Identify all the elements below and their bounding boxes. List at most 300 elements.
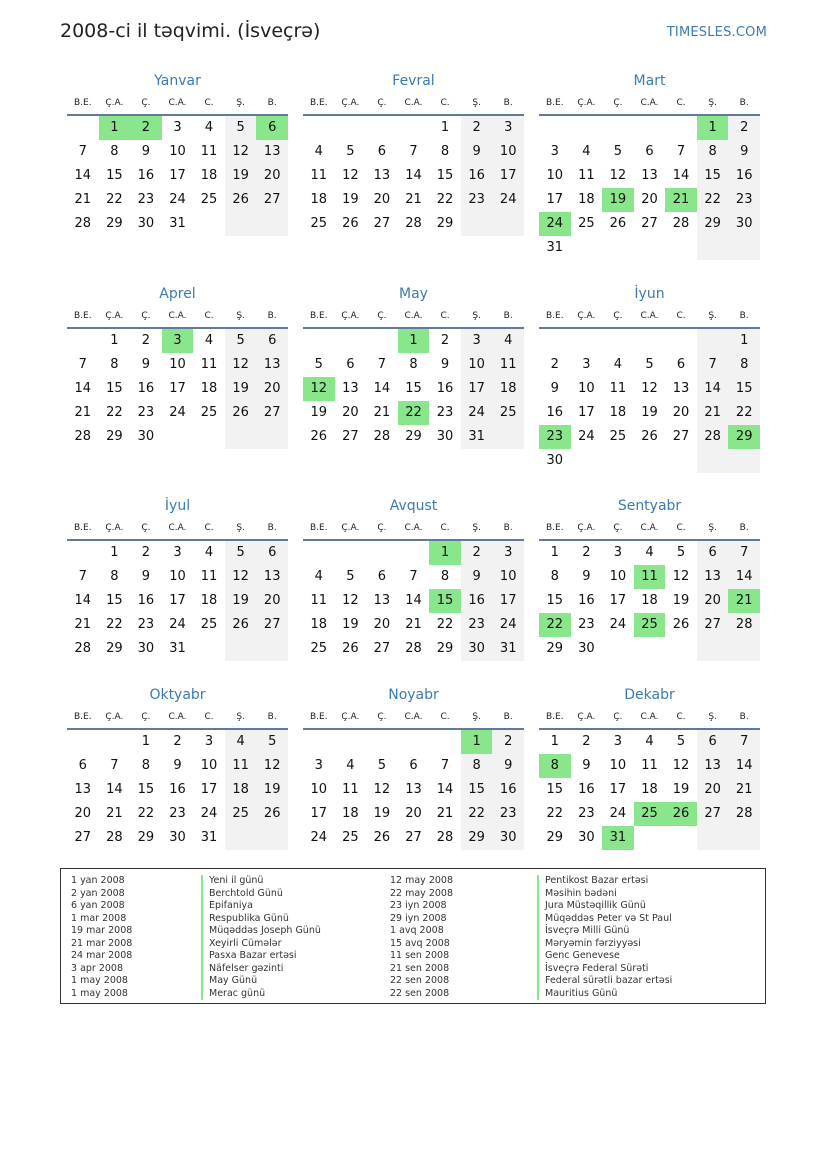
day-cell: 23 bbox=[137, 192, 155, 207]
empty-day-cell bbox=[256, 425, 288, 449]
empty-day-cell bbox=[571, 116, 603, 140]
holiday-date: 6 yan 2008 bbox=[71, 900, 125, 911]
day-cell: 1 bbox=[728, 329, 760, 353]
day-cell: 13 bbox=[697, 565, 729, 589]
day-cell: 1 bbox=[550, 734, 559, 749]
day-cell: 15 bbox=[106, 168, 123, 183]
day-cell: 25 bbox=[609, 429, 627, 444]
day-cell: 7 bbox=[676, 144, 686, 159]
day-cell: 15 bbox=[461, 778, 493, 802]
day-cell: 21 bbox=[373, 405, 391, 420]
day-cell: 2 bbox=[550, 357, 559, 372]
month-name: İyul bbox=[164, 498, 191, 514]
day-cell: 22 bbox=[546, 806, 564, 821]
page-title: 2008-ci il təqvimi. (İsveçrə) bbox=[60, 20, 321, 42]
day-cell: 28 bbox=[74, 429, 92, 444]
day-cell: 4 bbox=[613, 357, 623, 372]
empty-day-cell bbox=[492, 425, 524, 449]
day-cell: 10 bbox=[609, 569, 627, 584]
day-cell: 10 bbox=[578, 381, 595, 396]
days-grid bbox=[303, 329, 524, 449]
weekday-header bbox=[539, 706, 760, 730]
day-cell: 12 bbox=[225, 565, 257, 589]
weekday-label: Ç. bbox=[141, 523, 151, 533]
day-cell: 28 bbox=[373, 429, 391, 444]
weekday-label: Ş. bbox=[472, 311, 481, 321]
day-cell: 6 bbox=[78, 758, 87, 773]
day-cell: 19 bbox=[256, 778, 288, 802]
day-cell: 8 bbox=[728, 353, 760, 377]
day-cell: 16 bbox=[461, 164, 493, 188]
day-cell: 12 bbox=[609, 168, 627, 183]
day-cell: 19 bbox=[342, 192, 359, 207]
day-cell: 1 bbox=[141, 734, 151, 749]
day-cell: 17 bbox=[609, 593, 627, 608]
weekday-label: Ş. bbox=[472, 98, 481, 108]
weekday-label: Ş. bbox=[236, 712, 245, 722]
weekday-label: B. bbox=[267, 523, 277, 533]
day-cell: 23 bbox=[578, 617, 595, 632]
day-cell: 26 bbox=[310, 429, 328, 444]
empty-day-cell bbox=[602, 449, 634, 473]
weekday-label: Ç. bbox=[141, 98, 151, 108]
weekday-label: C.A. bbox=[640, 311, 659, 321]
day-cell: 22 bbox=[137, 806, 155, 821]
day-cell: 29 bbox=[461, 826, 493, 850]
empty-day-cell bbox=[539, 116, 571, 140]
day-cell: 20 bbox=[672, 405, 690, 420]
weekday-label: B. bbox=[503, 311, 513, 321]
holiday-day-cell: 21 bbox=[665, 188, 697, 212]
weekday-label: B.E. bbox=[545, 98, 564, 108]
day-cell: 30 bbox=[436, 429, 454, 444]
empty-day-cell bbox=[225, 212, 257, 236]
days-grid bbox=[67, 541, 288, 661]
day-cell: 7 bbox=[110, 758, 119, 773]
day-cell: 4 bbox=[225, 730, 257, 754]
day-cell: 3 bbox=[582, 357, 591, 372]
day-cell: 24 bbox=[578, 429, 595, 444]
weekday-label: C.A. bbox=[404, 311, 423, 321]
weekday-label: B. bbox=[267, 98, 277, 108]
empty-day-cell bbox=[335, 116, 367, 140]
holiday-name: May Günü bbox=[201, 975, 321, 988]
day-cell: 9 bbox=[582, 758, 591, 773]
empty-day-cell bbox=[634, 637, 666, 661]
weekday-label: C.A. bbox=[640, 523, 659, 533]
day-cell: 24 bbox=[200, 806, 218, 821]
day-cell: 2 bbox=[582, 545, 591, 560]
day-cell: 29 bbox=[137, 830, 155, 845]
brand-link[interactable]: TIMESLES.COM bbox=[666, 25, 767, 40]
day-cell: 13 bbox=[256, 140, 288, 164]
day-cell: 19 bbox=[373, 806, 391, 821]
month-name: Noyabr bbox=[388, 687, 439, 703]
empty-day-cell bbox=[571, 236, 603, 260]
weekday-label: Ç.A. bbox=[105, 311, 124, 321]
holiday-name: Federal sürətli bazar ertəsi bbox=[537, 975, 672, 988]
weekday-label: Ç.A. bbox=[577, 523, 596, 533]
day-cell: 22 bbox=[436, 192, 454, 207]
day-cell: 11 bbox=[200, 569, 218, 584]
empty-day-cell bbox=[697, 449, 729, 473]
day-cell: 3 bbox=[173, 120, 182, 135]
day-cell: 12 bbox=[672, 569, 690, 584]
day-cell: 5 bbox=[377, 758, 387, 773]
weekday-header bbox=[303, 305, 524, 329]
day-cell: 30 bbox=[137, 216, 155, 231]
month-name: Yanvar bbox=[154, 73, 201, 89]
day-cell: 14 bbox=[405, 593, 422, 608]
day-cell: 9 bbox=[582, 569, 591, 584]
day-cell: 14 bbox=[697, 377, 729, 401]
day-cell: 29 bbox=[106, 216, 123, 231]
day-cell: 21 bbox=[74, 617, 92, 632]
day-cell: 8 bbox=[461, 754, 493, 778]
day-cell: 8 bbox=[409, 357, 418, 372]
day-cell: 12 bbox=[641, 381, 658, 396]
day-cell: 4 bbox=[204, 333, 214, 348]
day-cell: 12 bbox=[256, 754, 288, 778]
day-cell: 25 bbox=[200, 617, 218, 632]
day-cell: 12 bbox=[225, 353, 257, 377]
day-cell: 29 bbox=[546, 830, 564, 845]
day-cell: 18 bbox=[225, 778, 257, 802]
weekday-label: Ç.A. bbox=[341, 311, 360, 321]
day-cell: 6 bbox=[676, 357, 686, 372]
day-cell: 11 bbox=[578, 168, 595, 183]
holiday-name: İsveçrə Milli Günü bbox=[537, 925, 672, 938]
day-cell: 16 bbox=[436, 381, 454, 396]
day-cell: 16 bbox=[137, 381, 155, 396]
day-cell: 2 bbox=[440, 333, 450, 348]
holiday-day-cell: 1 bbox=[99, 116, 131, 140]
days-grid bbox=[539, 116, 760, 260]
month-name: Dekabr bbox=[624, 687, 675, 703]
day-cell: 19 bbox=[672, 782, 690, 797]
empty-day-cell bbox=[303, 329, 335, 353]
day-cell: 13 bbox=[256, 565, 288, 589]
weekday-header bbox=[539, 305, 760, 329]
day-cell: 28 bbox=[672, 216, 690, 231]
day-cell: 26 bbox=[342, 641, 359, 656]
day-cell: 27 bbox=[641, 216, 658, 231]
holiday-day-cell: 3 bbox=[162, 329, 194, 353]
day-cell: 22 bbox=[106, 405, 123, 420]
day-cell: 9 bbox=[728, 140, 760, 164]
weekday-label: C. bbox=[676, 523, 686, 533]
day-cell: 26 bbox=[342, 216, 359, 231]
day-cell: 13 bbox=[672, 381, 690, 396]
day-cell: 6 bbox=[697, 730, 729, 754]
holiday-date: 2 yan 2008 bbox=[71, 887, 125, 899]
day-cell: 14 bbox=[436, 782, 454, 797]
holiday-name: Müqəddəs Joseph Günü bbox=[201, 925, 321, 938]
day-cell: 7 bbox=[728, 730, 760, 754]
weekday-label: C. bbox=[440, 311, 450, 321]
weekday-label: C. bbox=[204, 712, 214, 722]
days-grid bbox=[539, 541, 760, 661]
day-cell: 18 bbox=[200, 168, 218, 183]
day-cell: 17 bbox=[461, 377, 493, 401]
holiday-day-cell: 6 bbox=[256, 116, 288, 140]
empty-day-cell bbox=[335, 730, 367, 754]
day-cell: 31 bbox=[169, 216, 186, 231]
day-cell: 28 bbox=[697, 425, 729, 449]
empty-day-cell bbox=[697, 826, 729, 850]
empty-day-cell bbox=[366, 329, 398, 353]
day-cell: 8 bbox=[110, 144, 119, 159]
holiday-day-cell: 1 bbox=[697, 116, 729, 140]
holiday-date: 1 mar 2008 bbox=[71, 912, 127, 924]
days-grid bbox=[303, 541, 524, 661]
day-cell: 25 bbox=[200, 405, 218, 420]
empty-day-cell bbox=[697, 236, 729, 260]
day-cell: 26 bbox=[225, 613, 257, 637]
holiday-day-cell: 8 bbox=[539, 754, 571, 778]
day-cell: 1 bbox=[550, 545, 559, 560]
day-cell: 7 bbox=[728, 541, 760, 565]
day-cell: 16 bbox=[461, 589, 493, 613]
day-cell: 8 bbox=[550, 569, 559, 584]
holiday-date: 24 mar 2008 bbox=[71, 950, 133, 961]
day-cell: 20 bbox=[405, 806, 422, 821]
holiday-date: 22 sen 2008 bbox=[390, 975, 450, 986]
day-cell: 14 bbox=[74, 593, 92, 608]
day-cell: 8 bbox=[110, 357, 119, 372]
day-cell: 2 bbox=[461, 116, 493, 140]
holiday-day-cell: 15 bbox=[429, 589, 461, 613]
empty-day-cell bbox=[225, 826, 257, 850]
day-cell: 17 bbox=[169, 381, 186, 396]
holiday-day-cell: 1 bbox=[429, 541, 461, 565]
day-cell: 25 bbox=[310, 641, 328, 656]
holiday-name: Məryəmin fərziyyəsi bbox=[537, 938, 672, 951]
day-cell: 27 bbox=[672, 429, 690, 444]
day-cell: 6 bbox=[256, 329, 288, 353]
days-grid bbox=[539, 329, 760, 473]
month-name: Sentyabr bbox=[617, 498, 682, 514]
day-cell: 21 bbox=[74, 405, 92, 420]
day-cell: 9 bbox=[550, 381, 559, 396]
day-cell: 6 bbox=[697, 541, 729, 565]
weekday-label: Ş. bbox=[708, 311, 717, 321]
day-cell: 7 bbox=[377, 357, 387, 372]
weekday-label: C. bbox=[204, 98, 214, 108]
empty-day-cell bbox=[728, 637, 760, 661]
weekday-label: Ç.A. bbox=[577, 98, 596, 108]
day-cell: 24 bbox=[169, 405, 186, 420]
day-cell: 20 bbox=[373, 192, 391, 207]
day-cell: 9 bbox=[461, 565, 493, 589]
day-cell: 8 bbox=[697, 140, 729, 164]
day-cell: 7 bbox=[409, 569, 418, 584]
weekday-label: C.A. bbox=[168, 311, 187, 321]
day-cell: 18 bbox=[492, 377, 524, 401]
day-cell: 26 bbox=[225, 401, 257, 425]
month-name: Fevral bbox=[392, 73, 435, 89]
day-cell: 9 bbox=[461, 140, 493, 164]
day-cell: 10 bbox=[492, 140, 524, 164]
weekday-label: Ç. bbox=[613, 712, 623, 722]
day-cell: 18 bbox=[310, 617, 328, 632]
day-cell: 8 bbox=[110, 569, 119, 584]
empty-day-cell bbox=[602, 329, 634, 353]
day-cell: 3 bbox=[550, 144, 559, 159]
empty-day-cell bbox=[492, 212, 524, 236]
empty-day-cell bbox=[335, 329, 367, 353]
month-11 bbox=[303, 684, 524, 850]
month-name: Mart bbox=[633, 73, 666, 89]
weekday-label: B.E. bbox=[309, 98, 328, 108]
day-cell: 31 bbox=[546, 240, 564, 255]
weekday-label: Ç.A. bbox=[105, 98, 124, 108]
day-cell: 10 bbox=[200, 758, 218, 773]
day-cell: 5 bbox=[225, 329, 257, 353]
weekday-label: Ç. bbox=[613, 311, 623, 321]
empty-day-cell bbox=[256, 826, 288, 850]
day-cell: 30 bbox=[578, 830, 595, 845]
day-cell: 18 bbox=[609, 405, 627, 420]
day-cell: 14 bbox=[373, 381, 391, 396]
day-cell: 17 bbox=[200, 782, 218, 797]
day-cell: 10 bbox=[546, 168, 564, 183]
day-cell: 30 bbox=[728, 212, 760, 236]
month-1 bbox=[67, 70, 288, 236]
day-cell: 21 bbox=[106, 806, 123, 821]
day-cell: 29 bbox=[106, 641, 123, 656]
empty-day-cell bbox=[665, 826, 697, 850]
weekday-label: Ş. bbox=[236, 311, 245, 321]
day-cell: 30 bbox=[492, 826, 524, 850]
day-cell: 7 bbox=[697, 353, 729, 377]
day-cell: 28 bbox=[728, 802, 760, 826]
month-name: İyun bbox=[634, 286, 665, 302]
day-cell: 13 bbox=[342, 381, 359, 396]
day-cell: 12 bbox=[342, 593, 359, 608]
day-cell: 13 bbox=[405, 782, 422, 797]
day-cell: 27 bbox=[256, 613, 288, 637]
day-cell: 17 bbox=[546, 192, 564, 207]
weekday-label: B. bbox=[267, 311, 277, 321]
weekday-label: B.E. bbox=[309, 712, 328, 722]
holiday-day-cell: 2 bbox=[130, 116, 162, 140]
day-cell: 18 bbox=[641, 782, 658, 797]
weekday-label: C.A. bbox=[404, 523, 423, 533]
day-cell: 20 bbox=[697, 778, 729, 802]
day-cell: 29 bbox=[546, 641, 564, 656]
day-cell: 17 bbox=[492, 589, 524, 613]
day-cell: 15 bbox=[106, 593, 123, 608]
empty-day-cell bbox=[602, 637, 634, 661]
day-cell: 24 bbox=[609, 806, 627, 821]
day-cell: 20 bbox=[256, 589, 288, 613]
day-cell: 25 bbox=[342, 830, 359, 845]
weekday-label: C.A. bbox=[168, 523, 187, 533]
day-cell: 26 bbox=[373, 830, 391, 845]
day-cell: 5 bbox=[256, 730, 288, 754]
day-cell: 30 bbox=[169, 830, 186, 845]
day-cell: 3 bbox=[204, 734, 214, 749]
day-cell: 10 bbox=[169, 569, 186, 584]
holiday-name: Pentikost Bazar ertəsi bbox=[537, 875, 672, 888]
day-cell: 9 bbox=[141, 357, 151, 372]
day-cell: 20 bbox=[373, 617, 391, 632]
empty-day-cell bbox=[697, 329, 729, 353]
day-cell: 15 bbox=[546, 593, 564, 608]
holiday-date: 1 yan 2008 bbox=[71, 875, 125, 886]
day-cell: 16 bbox=[137, 168, 155, 183]
day-cell: 13 bbox=[373, 168, 391, 183]
holiday-date: 21 sen 2008 bbox=[390, 962, 450, 974]
weekday-header bbox=[67, 305, 288, 329]
day-cell: 17 bbox=[310, 806, 328, 821]
day-cell: 26 bbox=[672, 617, 690, 632]
day-cell: 11 bbox=[310, 168, 328, 183]
weekday-label: C.A. bbox=[168, 98, 187, 108]
weekday-header bbox=[539, 92, 760, 116]
day-cell: 16 bbox=[578, 593, 595, 608]
weekday-label: Ç.A. bbox=[341, 523, 360, 533]
day-cell: 12 bbox=[225, 140, 257, 164]
weekday-label: Ç. bbox=[141, 311, 151, 321]
day-cell: 28 bbox=[436, 830, 454, 845]
day-cell: 5 bbox=[676, 545, 686, 560]
day-cell: 26 bbox=[225, 188, 257, 212]
day-cell: 23 bbox=[578, 806, 595, 821]
holiday-date: 11 sen 2008 bbox=[390, 950, 450, 961]
day-cell: 24 bbox=[609, 617, 627, 632]
day-cell: 7 bbox=[409, 144, 418, 159]
day-cell: 13 bbox=[697, 754, 729, 778]
weekday-label: B.E. bbox=[73, 98, 92, 108]
day-cell: 30 bbox=[137, 641, 155, 656]
holiday-date: 29 iyn 2008 bbox=[390, 912, 447, 924]
empty-day-cell bbox=[602, 236, 634, 260]
day-cell: 23 bbox=[728, 188, 760, 212]
day-cell: 15 bbox=[405, 381, 422, 396]
holiday-day-cell: 22 bbox=[398, 401, 430, 425]
month-name: May bbox=[399, 286, 428, 302]
weekday-label: C. bbox=[676, 311, 686, 321]
empty-day-cell bbox=[571, 449, 603, 473]
day-cell: 30 bbox=[546, 453, 564, 468]
days-grid bbox=[67, 116, 288, 236]
month-name: Oktyabr bbox=[149, 687, 206, 703]
day-cell: 5 bbox=[314, 357, 323, 372]
weekday-label: Ş. bbox=[708, 98, 717, 108]
day-cell: 5 bbox=[613, 144, 623, 159]
weekday-header bbox=[67, 92, 288, 116]
empty-day-cell bbox=[634, 236, 666, 260]
weekday-label: B.E. bbox=[309, 311, 328, 321]
day-cell: 5 bbox=[346, 569, 355, 584]
weekday-label: Ç.A. bbox=[577, 712, 596, 722]
day-cell: 22 bbox=[728, 401, 760, 425]
weekday-label: C. bbox=[440, 98, 450, 108]
day-cell: 27 bbox=[74, 830, 92, 845]
day-cell: 25 bbox=[310, 216, 328, 231]
weekday-label: B. bbox=[739, 523, 749, 533]
weekday-label: C. bbox=[204, 523, 214, 533]
holiday-day-cell: 1 bbox=[461, 730, 493, 754]
day-cell: 4 bbox=[346, 758, 355, 773]
holiday-dates-column-2 bbox=[390, 875, 453, 1000]
holiday-names-column-2 bbox=[537, 875, 672, 1000]
weekday-label: Ş. bbox=[472, 523, 481, 533]
holiday-day-cell: 29 bbox=[728, 425, 760, 449]
empty-day-cell bbox=[193, 425, 225, 449]
